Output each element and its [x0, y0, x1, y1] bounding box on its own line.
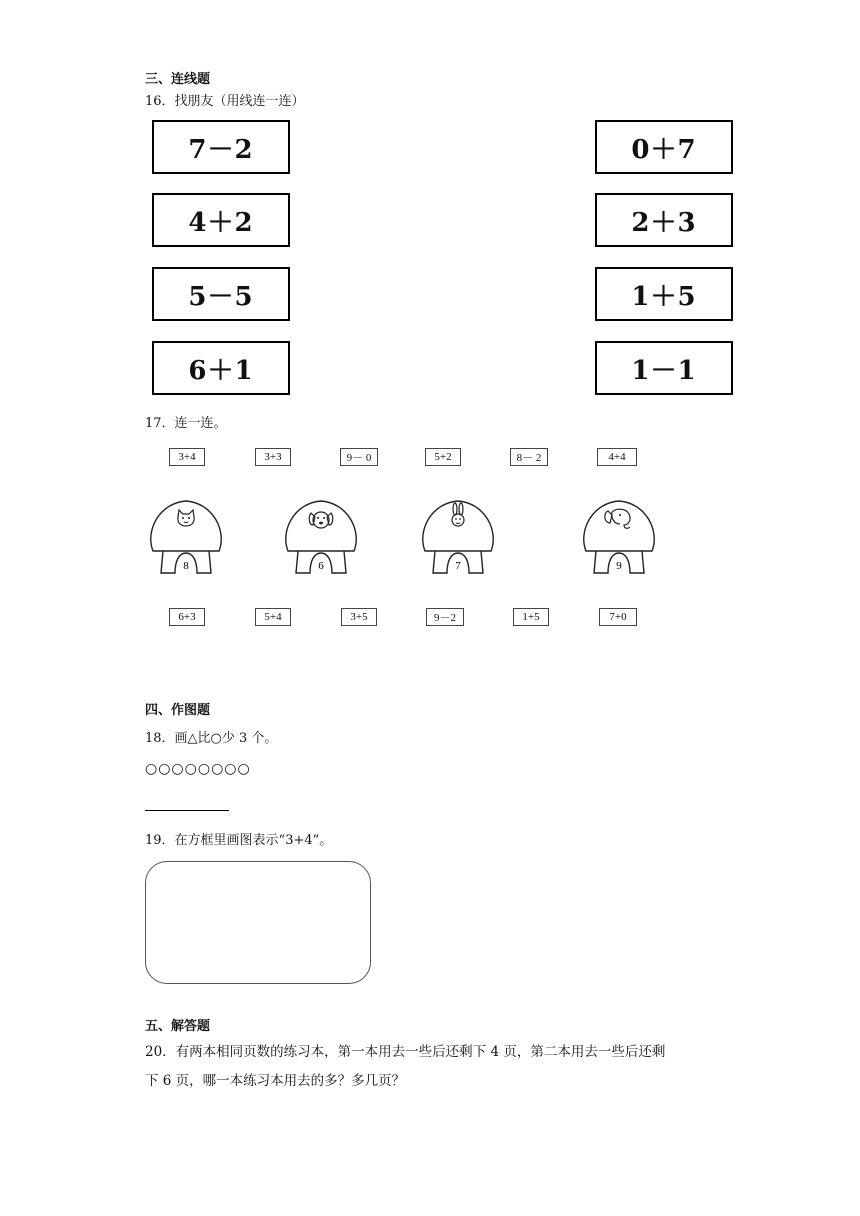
elephant-icon — [605, 509, 630, 528]
bottom-expression-5[interactable]: 1+5 — [513, 608, 549, 626]
top-expression-6[interactable]: 4+4 — [597, 448, 637, 466]
question-17-text: 17．连一连。 — [145, 416, 227, 431]
question-20-line-2: 下 6 页，哪一本练习本用去的多？多几页？ — [145, 1073, 406, 1089]
bottom-expression-1[interactable]: 6+3 — [169, 608, 205, 626]
question-18-text: 18．画△比○少 3 个。 — [145, 731, 278, 746]
expression-box-left-2[interactable]: 4＋2 — [152, 193, 290, 247]
house-elephant[interactable] — [578, 495, 660, 577]
circle-row: ○○○○○○○○ — [145, 761, 251, 777]
section-title-4: 四、作图题 — [145, 703, 211, 718]
top-expression-1[interactable]: 3+4 — [169, 448, 205, 466]
expression-box-left-1[interactable]: 7－2 — [152, 120, 290, 174]
question-19-text: 19．在方框里画图表示“3+4”。 — [145, 833, 333, 848]
expression-box-right-1[interactable]: 0＋7 — [595, 120, 733, 174]
expression-box-right-4[interactable]: 1－1 — [595, 341, 733, 395]
bottom-expression-6[interactable]: 7+0 — [599, 608, 637, 626]
house-cat[interactable] — [145, 495, 227, 577]
expression-box-left-3[interactable]: 5－5 — [152, 267, 290, 321]
expression-box-right-3[interactable]: 1＋5 — [595, 267, 733, 321]
house-number: 8 — [183, 560, 189, 572]
top-expression-3[interactable]: 9－ 0 — [340, 448, 378, 466]
house-dog[interactable] — [280, 495, 362, 577]
dog-icon — [309, 512, 332, 528]
expression-box-left-4[interactable]: 6＋1 — [152, 341, 290, 395]
top-expression-5[interactable]: 8－ 2 — [510, 448, 548, 466]
top-expression-4[interactable]: 5+2 — [425, 448, 461, 466]
bottom-expression-2[interactable]: 5+4 — [255, 608, 291, 626]
bottom-expression-3[interactable]: 3+5 — [341, 608, 377, 626]
house-number: 9 — [616, 560, 622, 572]
question-20-line-1: 20．有两本相同页数的练习本，第一本用去一些后还剩下 4 页，第二本用去一些后还剩 — [145, 1044, 666, 1060]
house-number: 6 — [318, 560, 324, 572]
house-number: 7 — [455, 560, 461, 572]
drawing-box[interactable] — [145, 861, 371, 984]
section-title-5: 五、解答题 — [145, 1019, 211, 1034]
question-16-text: 16．找朋友（用线连一连） — [145, 94, 305, 109]
house-rabbit[interactable] — [417, 495, 499, 577]
bottom-expression-4[interactable]: 9－2 — [426, 608, 464, 626]
expression-box-right-2[interactable]: 2＋3 — [595, 193, 733, 247]
answer-line[interactable] — [145, 810, 229, 811]
top-expression-2[interactable]: 3+3 — [255, 448, 291, 466]
rabbit-icon — [452, 503, 464, 526]
cat-icon — [178, 510, 194, 526]
section-title-3: 三、连线题 — [145, 72, 211, 87]
